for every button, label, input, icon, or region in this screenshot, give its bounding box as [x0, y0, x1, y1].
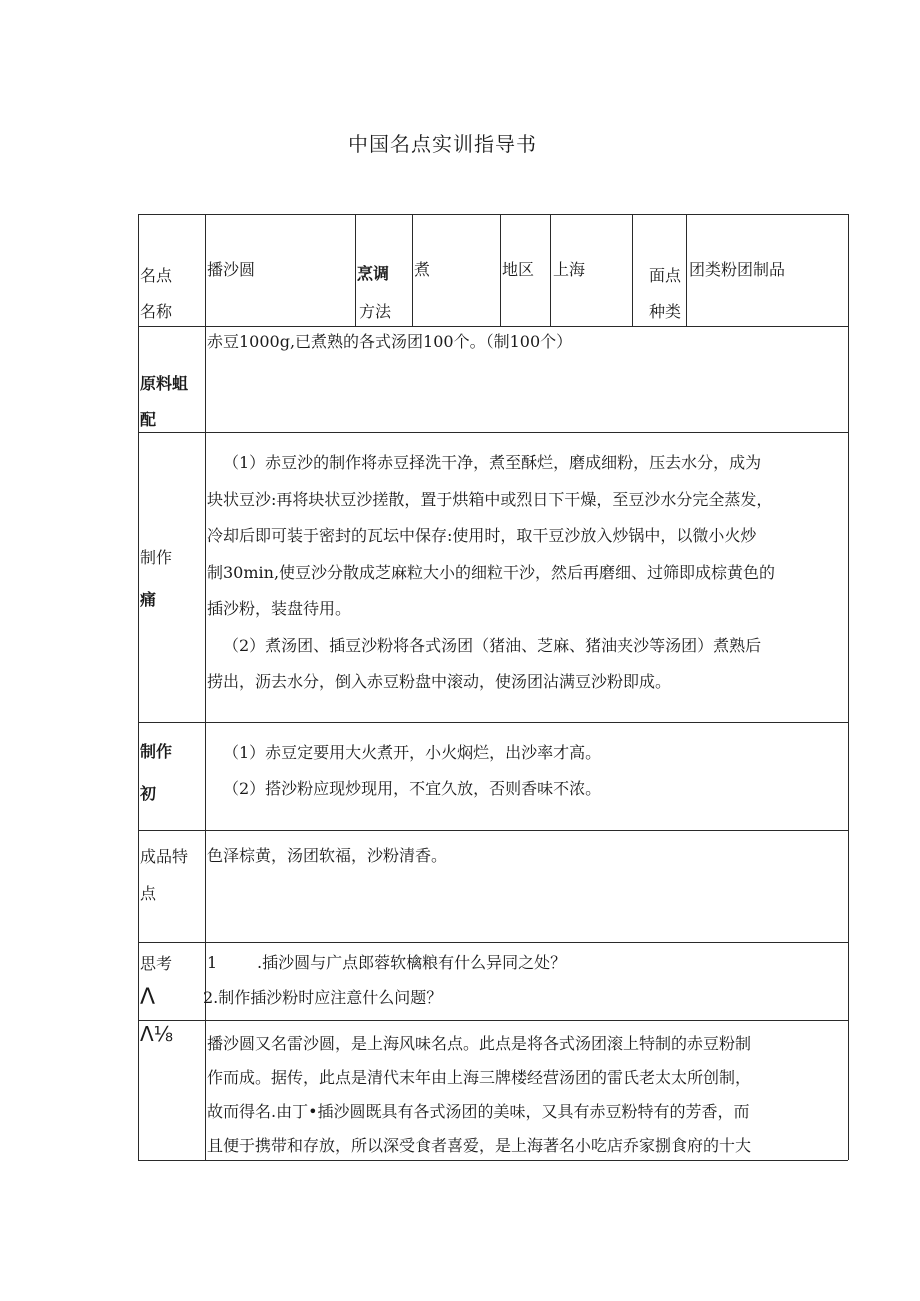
method-value: 煮: [414, 260, 431, 279]
table-rule: [412, 214, 413, 326]
label-type-line2: 种类: [649, 302, 682, 321]
table-rule: [355, 214, 356, 326]
notes-line: 且便于携带和存放，所以深受食者喜爱，是上海著名小吃店乔家捌食府的十大: [207, 1136, 752, 1155]
notes-line: 故而得名.由丁•插沙圆既具有各式汤团的美味，又具有赤豆粉特有的芳香，而: [207, 1102, 750, 1121]
process-line: 制30min,使豆沙分散成芝麻粒大小的细粒干沙，然后再磨细、过筛即成棕黄色的: [207, 562, 776, 582]
process-line: （2）煮汤团、插豆沙粉将各式汤团（猪油、芝麻、猪油夹沙等汤团）煮熟后: [223, 635, 762, 655]
label-tips-line1: 制作: [140, 742, 173, 761]
process-line: 插沙粉，装盘待用。: [207, 599, 352, 618]
label-ingredients-line2: 配: [140, 410, 157, 429]
notes-text: [207, 1027, 849, 1163]
table-rule: [138, 722, 848, 723]
label-process-line1: 制作: [140, 548, 173, 567]
table-rule: [500, 214, 501, 326]
type-value: 团类粉团制品: [689, 260, 786, 279]
features-text: 色泽棕黄，汤团软福，沙粉清香。: [207, 846, 448, 865]
table-rule: [632, 214, 633, 326]
tips-line: （2）搭沙粉应现炒现用，不宜久放，否则香味不浓。: [223, 779, 602, 798]
process-line: 冷却后即可装于密封的瓦坛中保存:使用时，取干豆沙放入炒锅中，以微小火炒: [207, 526, 757, 545]
label-method-line1: 烹调: [357, 264, 390, 283]
label-region: 地区: [502, 260, 535, 279]
label-method-line2: 方法: [359, 302, 392, 321]
notes-line: 播沙圆又名雷沙圆，是上海风味名点。此点是将各式汤团滚上特制的赤豆粉制: [207, 1034, 752, 1053]
ingredients-text: 赤豆1000g,已煮熟的各式汤团100个。（制100个）: [207, 332, 573, 351]
label-features-line2: 点: [140, 884, 157, 903]
table-rule: [138, 432, 848, 433]
question-1-number: 1: [207, 953, 218, 972]
tips-text: [207, 735, 865, 807]
table-rule: [138, 214, 139, 1160]
process-line: （1）赤豆沙的制作将赤豆择洗干净，煮至酥烂，磨成细粉，压去水分，成为: [223, 453, 762, 472]
label-thinking-line2: Λ: [140, 985, 156, 1010]
notes-line: 作而成。据传，此点是清代末年由上海三牌楼经营汤团的雷氏老太太所创制，: [207, 1068, 752, 1087]
page-title: 中国名点实训指导书: [348, 132, 537, 156]
question-1-text: .插沙圆与广点郎蓉软檎粮有什么异同之处？: [257, 953, 567, 972]
label-process-line2: 痛: [140, 590, 157, 609]
table-rule: [138, 1020, 848, 1021]
region-value: 上海: [553, 260, 586, 279]
table-rule: [205, 214, 206, 1160]
process-line: 捞出，沥去水分，倒入赤豆粉盘中滚动，使汤团沾满豆沙粉即成。: [207, 672, 672, 691]
table-rule: [138, 326, 848, 327]
label-features-line1: 成品特: [140, 847, 189, 866]
label-ingredients-line1: 原料蛆: [140, 374, 189, 393]
process-text: [207, 445, 849, 701]
table-rule: [686, 214, 687, 326]
label-thinking-line1: 思考: [140, 954, 173, 973]
table-rule: [138, 214, 848, 215]
label-type-line1: 面点: [649, 266, 682, 285]
table-rule: [550, 214, 551, 326]
table-rule: [138, 830, 848, 831]
name-value: 播沙圆: [207, 260, 256, 279]
label-name-line2: 名称: [140, 302, 173, 321]
process-line: 块状豆沙:再将块状豆沙搓散，置于烘箱中或烈日下干燥，至豆沙水分完全蒸发，: [207, 489, 773, 509]
label-notes: Λ⅛: [140, 1022, 174, 1046]
label-name-line1: 名点: [140, 266, 173, 285]
tips-line: （1）赤豆定要用大火煮开，小火焖烂，出沙率才高。: [223, 743, 602, 762]
label-tips-line2: 初: [140, 784, 157, 803]
table-rule: [138, 942, 848, 943]
question-2-text: 2.制作插沙粉时应注意什么问题？: [203, 988, 443, 1007]
